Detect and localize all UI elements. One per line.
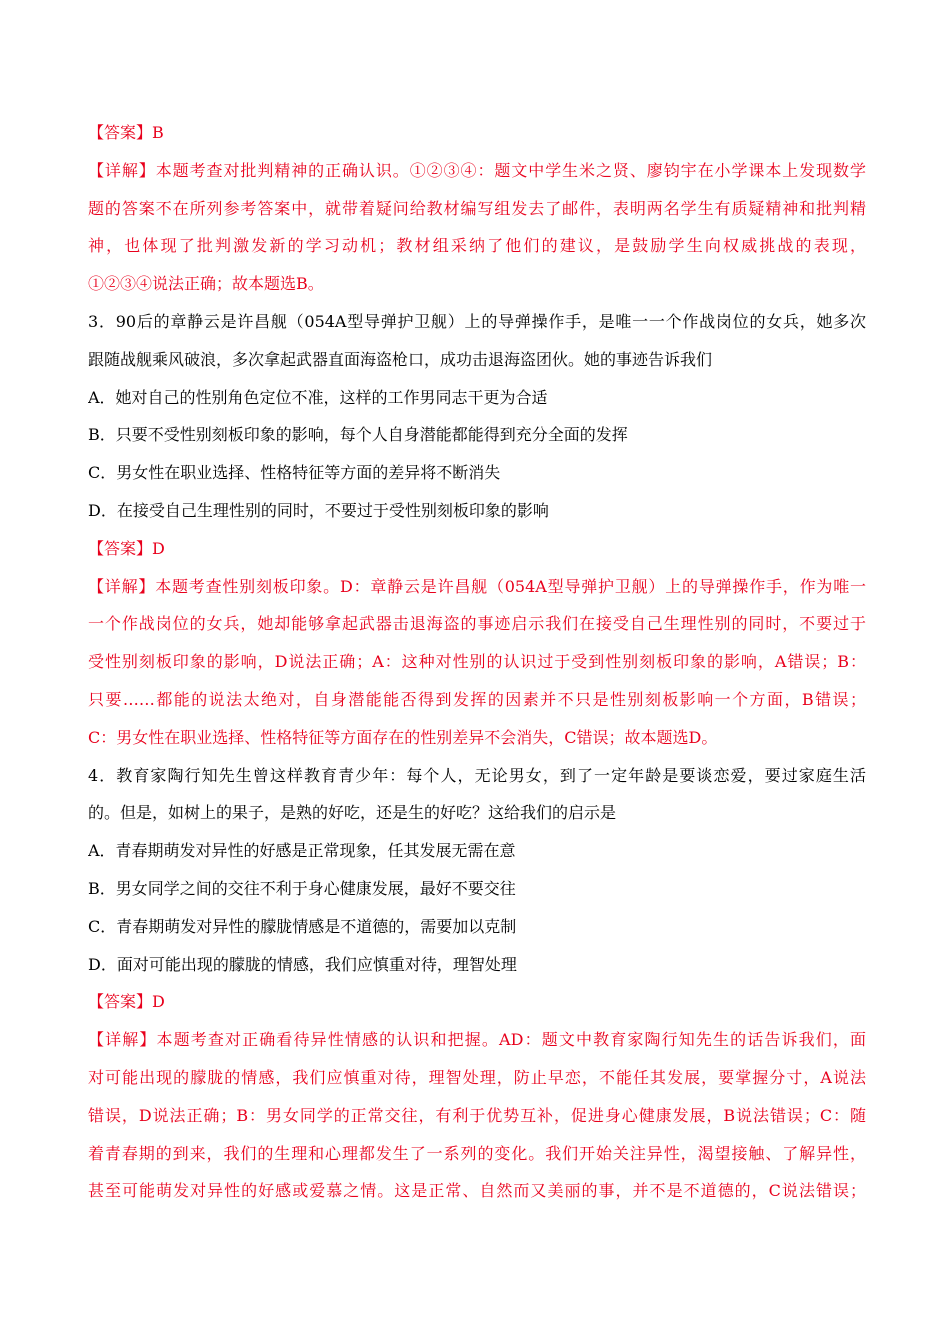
option-block <box>88 416 866 454</box>
explanation-line: 【详解】本题考查对批判精神的正确认识。①②③④：题文中学生米之贤、廖钧宇在小学课本上发现数学 <box>88 160 866 180</box>
explanation-block <box>88 152 866 303</box>
document-body <box>88 114 866 1210</box>
explanation-line: 着青春期的到来，我们的生理和心理都发生了一系列的变化。我们开始关注异性，渴望接触、了解异性， <box>88 1143 866 1163</box>
explanation-line: 错误，D说法正确；B：男女同学的正常交往，有利于优势互补，促进身心健康发展，B说法错误；C：随 <box>88 1105 866 1125</box>
option-line: A．她对自己的性别角色定位不准，这样的工作男同志干更为合适 <box>88 387 548 407</box>
explanation-line: 对可能出现的朦胧的情感，我们应慎重对待，理智处理，防止早恋，不能任其发展，要掌握分寸，A说法 <box>88 1067 866 1087</box>
explanation-line: 一个作战岗位的女兵，她却能够拿起武器击退海盗的事迹启示我们在接受自己生理性别的同时，不要过于 <box>88 614 866 634</box>
option-line: B．男女同学之间的交往不利于身心健康发展，最好不要交往 <box>88 878 516 898</box>
option-block <box>88 454 866 492</box>
option-block <box>88 870 866 908</box>
option-block <box>88 379 866 417</box>
explanation-line: 题的答案不在所列参考答案中，就带着疑问给教材编写组发去了邮件，表明两名学生有质疑精神和批判精 <box>88 198 866 218</box>
option-line: C．青春期萌发对异性的朦胧情感是不道德的，需要加以克制 <box>88 916 517 936</box>
option-line: C．男女性在职业选择、性格特征等方面的差异将不断消失 <box>88 463 501 483</box>
answer-line: 【答案】D <box>88 538 165 558</box>
option-block <box>88 946 866 984</box>
option-line: A．青春期萌发对异性的好感是正常现象，任其发展无需在意 <box>88 841 516 861</box>
explanation-line: 受性别刻板印象的影响，D说法正确；A：这种对性别的认识过于受到性别刻板印象的影响，A错误；B： <box>88 652 866 672</box>
question-line: 4．教育家陶行知先生曾这样教育青少年：每个人，无论男女，到了一定年龄是要谈恋爱，要过家庭生活 <box>88 765 866 785</box>
option-line: D．面对可能出现的朦胧的情感，我们应慎重对待，理智处理 <box>88 954 517 974</box>
option-line: D．在接受自己生理性别的同时，不要过于受性别刻板印象的影响 <box>88 500 549 520</box>
explanation-line: 甚至可能萌发对异性的好感或爱慕之情。这是正常、自然而又美丽的事，并不是不道德的，C说法错误； <box>88 1181 866 1201</box>
question-block <box>88 757 866 833</box>
explanation-line: ①②③④说法正确；故本题选B。 <box>88 274 324 294</box>
question-block <box>88 303 866 379</box>
question-line: 跟随战舰乘风破浪，多次拿起武器直面海盗枪口，成功击退海盗团伙。她的事迹告诉我们 <box>88 349 713 369</box>
question-line: 3．90后的章静云是许昌舰（054A型导弹护卫舰）上的导弹操作手，是唯一一个作战岗位的女兵，她多次 <box>88 311 866 331</box>
option-block <box>88 832 866 870</box>
explanation-block <box>88 568 866 757</box>
question-line: 的。但是，如树上的果子，是熟的好吃，还是生的好吃？这给我们的启示是 <box>88 803 617 823</box>
explanation-line: 【详解】本题考查性别刻板印象。D：章静云是许昌舰（054A型导弹护卫舰）上的导弹操作手，作为唯一 <box>88 576 866 596</box>
explanation-line: 只要……都能的说法太绝对，自身潜能能否得到发挥的因素并不只是性别刻板影响一个方面，B错误； <box>88 689 866 709</box>
option-block <box>88 492 866 530</box>
answer-block <box>88 983 866 1021</box>
answer-line: 【答案】B <box>88 123 164 142</box>
answer-block <box>88 530 866 568</box>
explanation-line: 神，也体现了批判激发新的学习动机；教材组采纳了他们的建议，是鼓励学生向权威挑战的表现， <box>88 236 866 256</box>
explanation-block <box>88 1021 866 1210</box>
option-line: B．只要不受性别刻板印象的影响，每个人自身潜能都能得到充分全面的发挥 <box>88 425 628 445</box>
answer-block <box>88 114 866 152</box>
answer-line: 【答案】D <box>88 992 165 1012</box>
option-block <box>88 908 866 946</box>
explanation-line: C：男女性在职业选择、性格特征等方面存在的性别差异不会消失，C错误；故本题选D。 <box>88 727 718 747</box>
explanation-line: 【详解】本题考查对正确看待异性情感的认识和把握。AD：题文中教育家陶行知先生的话告诉我们，面 <box>88 1030 866 1050</box>
